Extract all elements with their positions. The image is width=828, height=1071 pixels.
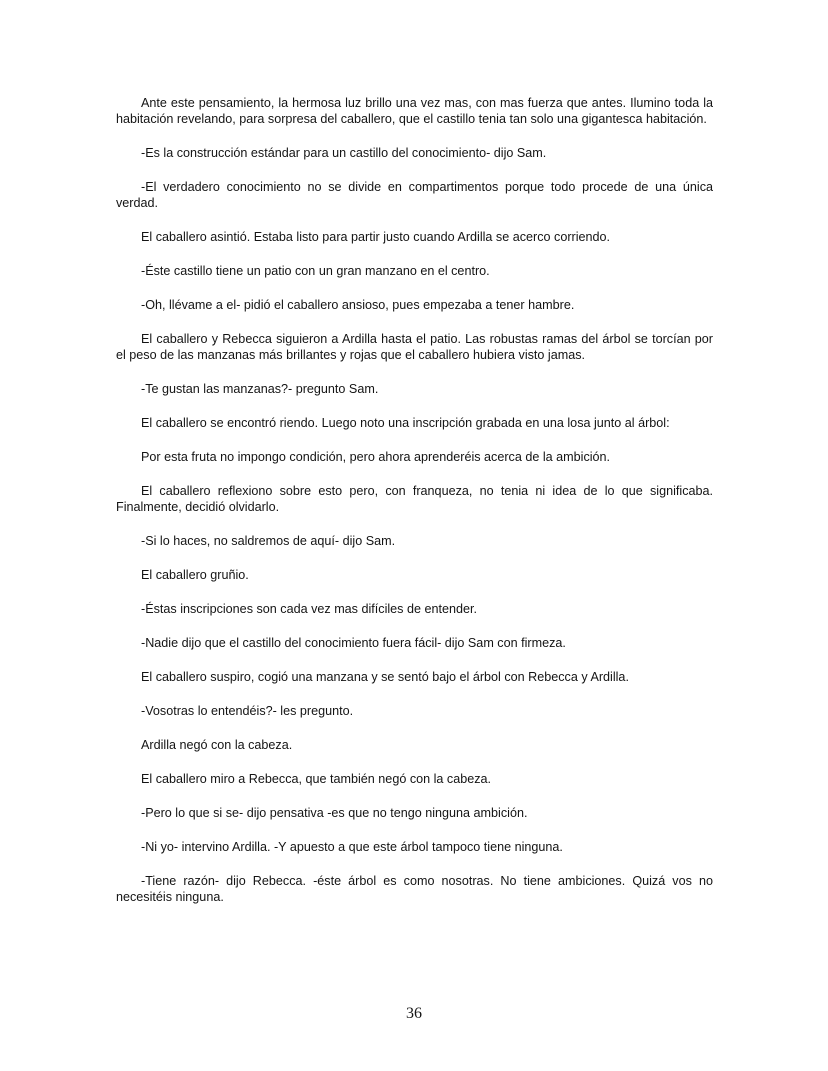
body-text xyxy=(116,95,713,923)
paragraph-21: -Ni yo- intervino Ardilla. -Y apuesto a que este árbol tampoco tiene ninguna. xyxy=(141,840,563,854)
paragraph-3: -El verdadero conocimiento no se divide en compartimentos porque todo procede de una única verdad. xyxy=(116,180,713,210)
paragraph-22: -Tiene razón- dijo Rebecca. -éste árbol es como nosotras. No tiene ambiciones. Quizá vos no necesitéis ninguna. xyxy=(116,874,713,904)
paragraph-12: -Si lo haces, no saldremos de aquí- dijo Sam. xyxy=(141,534,396,548)
paragraph-7: El caballero y Rebecca siguieron a Ardilla hasta el patio. Las robustas ramas del árbol se torcían por el peso de las manzanas más brillantes y rojas que el caballero hubiera visto jamas. xyxy=(116,332,713,362)
page-number: 36 xyxy=(406,1005,422,1022)
paragraph-9: El caballero se encontró riendo. Luego noto una inscripción grabada en una losa junto al árbol: xyxy=(141,416,670,430)
paragraph-16: El caballero suspiro, cogió una manzana y se sentó bajo el árbol con Rebecca y Ardilla. xyxy=(141,670,629,684)
paragraph-11: El caballero reflexiono sobre esto pero, con franqueza, no tenia ni idea de lo que significaba. Finalmente, decidió olvidarlo. xyxy=(116,484,713,514)
paragraph-2: -Es la construcción estándar para un castillo del conocimiento- dijo Sam. xyxy=(141,146,547,160)
paragraph-20: -Pero lo que si se- dijo pensativa -es que no tengo ninguna ambición. xyxy=(141,806,528,820)
paragraph-1: Ante este pensamiento, la hermosa luz brillo una vez mas, con mas fuerza que antes. Ilumino toda la habitación revelando, para sorpresa del caballero, que el castillo tenia tan solo una gigantesca habitación. xyxy=(116,96,713,126)
paragraph-14: -Éstas inscripciones son cada vez mas difíciles de entender. xyxy=(141,602,478,616)
paragraph-4: El caballero asintió. Estaba listo para partir justo cuando Ardilla se acerco corriendo. xyxy=(141,230,611,244)
paragraph-15: -Nadie dijo que el castillo del conocimiento fuera fácil- dijo Sam con firmeza. xyxy=(141,636,566,650)
paragraph-13: El caballero gruñio. xyxy=(141,568,249,582)
paragraph-17: -Vosotras lo entendéis?- les pregunto. xyxy=(141,704,354,718)
paragraph-18: Ardilla negó con la cabeza. xyxy=(141,738,293,752)
paragraph-8: -Te gustan las manzanas?- pregunto Sam. xyxy=(141,382,379,396)
paragraph-6: -Oh, llévame a el- pidió el caballero ansioso, pues empezaba a tener hambre. xyxy=(141,298,575,312)
paragraph-5: -Éste castillo tiene un patio con un gran manzano en el centro. xyxy=(141,264,490,278)
paragraph-19: El caballero miro a Rebecca, que también negó con la cabeza. xyxy=(141,772,492,786)
paragraph-10: Por esta fruta no impongo condición, pero ahora aprenderéis acerca de la ambición. xyxy=(141,450,611,464)
